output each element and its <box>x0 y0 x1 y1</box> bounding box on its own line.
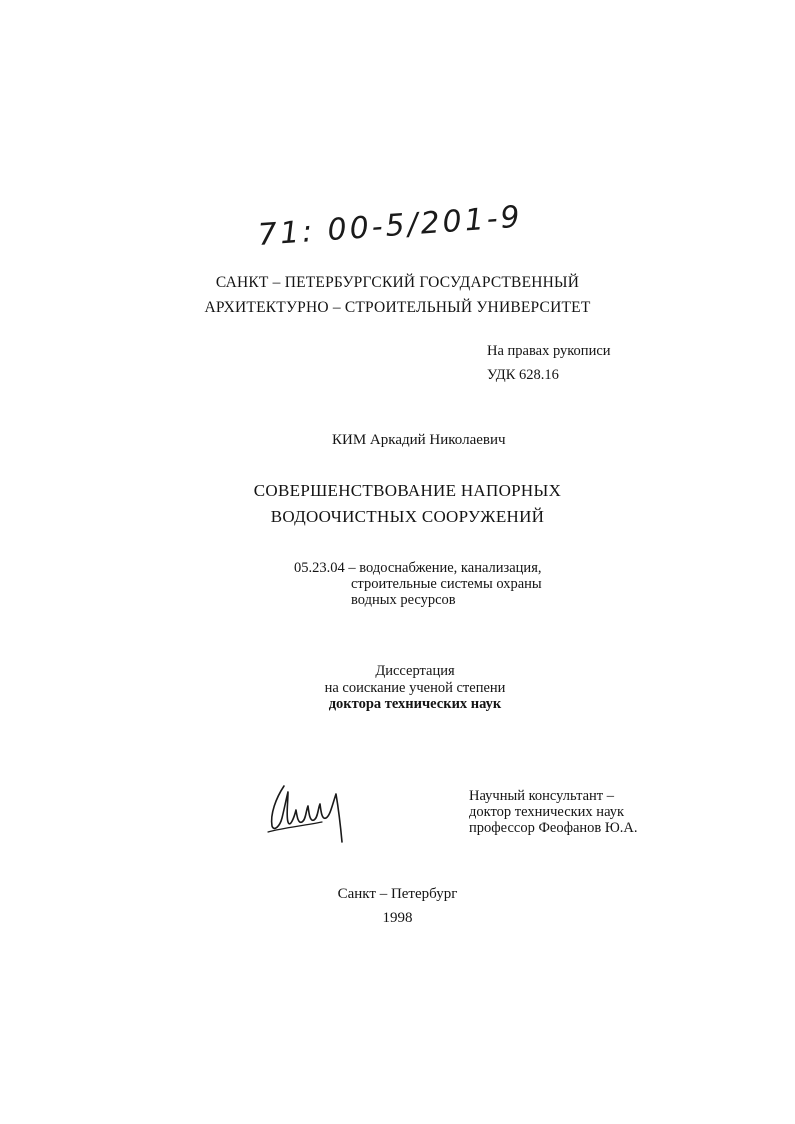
specialty-line-1: 05.23.04 – водоснабжение, канализация, <box>294 560 542 576</box>
specialty-line-3: водных ресурсов <box>351 592 456 608</box>
consultant-line-1: Научный консультант – <box>469 788 614 804</box>
consultant-line-2: доктор технических наук <box>469 804 625 820</box>
specialty-line-2: строительные системы охраны <box>351 576 542 592</box>
title-line-1: СОВЕРШЕНСТВОВАНИЕ НАПОРНЫХ <box>253 481 562 500</box>
dissertation-line-1: Диссертация <box>375 663 455 679</box>
title-line-2: ВОДООЧИСТНЫХ СООРУЖЕНИЙ <box>270 507 545 526</box>
consultant-line-3: профессор Феофанов Ю.А. <box>469 820 638 836</box>
dissertation-line-2: на соискание ученой степени <box>324 680 506 696</box>
archive-code-handwritten: 71: 00-5/201-9 <box>256 199 524 253</box>
dissertation-line-3: доктора технических наук <box>328 696 502 712</box>
signature-icon <box>262 776 348 846</box>
publication-year: 1998 <box>382 910 413 926</box>
author-name: КИМ Аркадий Николаевич <box>332 432 506 448</box>
udk-code: УДК 628.16 <box>487 367 559 383</box>
place-of-publication: Санкт – Петербург <box>337 886 458 902</box>
university-line-1: САНКТ – ПЕТЕРБУРГСКИЙ ГОСУДАРСТВЕННЫЙ <box>215 274 580 291</box>
manuscript-rights: На правах рукописи <box>487 343 611 359</box>
university-line-2: АРХИТЕКТУРНО – СТРОИТЕЛЬНЫЙ УНИВЕРСИТЕТ <box>204 299 591 316</box>
